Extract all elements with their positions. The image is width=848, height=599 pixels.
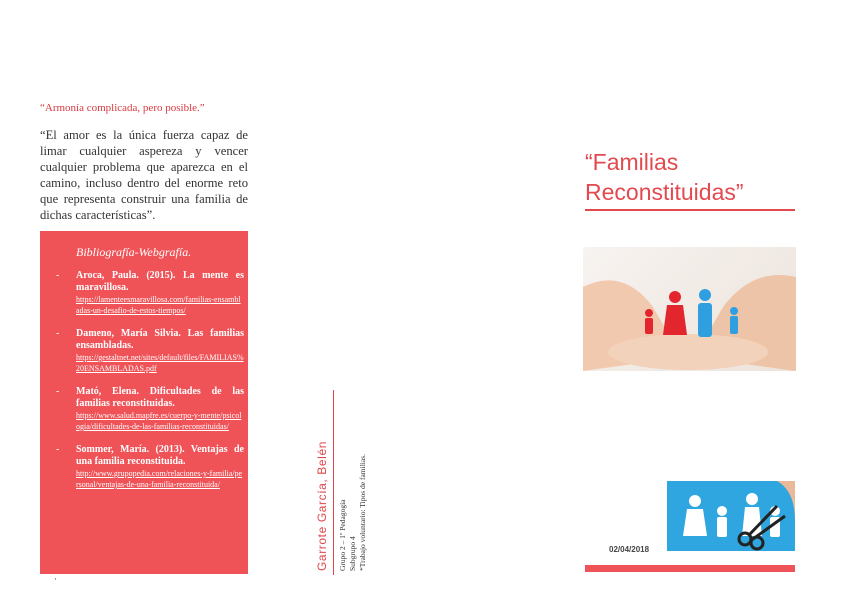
stray-mark: · <box>54 574 57 584</box>
reference-author: Mató, Elena. Dificultades de las familias reconstituidas. <box>76 386 244 409</box>
subgroup-line: Subgrupo 4 <box>348 536 357 571</box>
reference-author: Dameno, María Silvia. Las familias ensambladas. <box>76 328 244 351</box>
reference-item <box>56 328 244 374</box>
reference-item <box>56 444 244 490</box>
title-line-2: Reconstituidas” <box>585 179 744 205</box>
assignment-line: *Trabajo voluntario: Tipos de familias. <box>358 453 367 571</box>
author-name: Garrote García, Belén <box>315 441 329 571</box>
reference-link[interactable]: http://www.grupopedia.com/relaciones-y-familia/personal/ventajas-de-una-familia-reconstituida/ <box>76 469 243 489</box>
subtitle-quote: “Armonía complicada, pero posible.” <box>40 102 205 114</box>
main-quote: “El amor es la única fuerza capaz de limar cualquier aspereza y vencer cualquier problema que aparezca en el camino, incluso dentro del enorme reto que representa construir una familia de dichas características”. <box>40 128 248 222</box>
brochure-title <box>585 147 800 207</box>
cut-paper-family-image <box>667 481 795 551</box>
spine-column <box>312 390 382 575</box>
family-hands-image <box>583 247 796 371</box>
date-label: 02/04/2018 <box>609 545 650 554</box>
list-dash: - <box>56 386 60 397</box>
author-divider <box>333 390 334 575</box>
reference-item <box>56 386 244 432</box>
title-line-1: “Familias <box>585 149 679 175</box>
reference-author: Aroca, Paula. (2015). La mente es maravillosa. <box>76 270 244 293</box>
title-divider <box>585 209 795 211</box>
reference-link[interactable]: https://www.salud.mapfre.es/cuerpo-y-mente/psicologia/dificultades-de-las-familias-reconstituidas/ <box>76 411 242 431</box>
bibliography-box <box>40 231 248 574</box>
list-dash: - <box>56 328 60 339</box>
group-line: Grupo 2 – 1º Pedagogía <box>338 499 347 571</box>
list-dash: - <box>56 270 60 281</box>
author-details <box>332 390 368 575</box>
footer-bar <box>585 565 795 572</box>
reference-link[interactable]: https://gestaltnet.net/sites/default/files/FAMILIAS%20ENSAMBLADAS.pdf <box>76 353 244 373</box>
reference-author: Sommer, María. (2013). Ventajas de una familia reconstituida. <box>76 444 244 467</box>
bibliography-title: Bibliografía-Webgrafía. <box>76 245 192 259</box>
reference-link[interactable]: https://lamenteesmaravillosa.com/familias-ensambladas-un-desafio-de-estos-tiempos/ <box>76 295 241 315</box>
reference-item <box>56 270 244 316</box>
list-dash: - <box>56 444 60 455</box>
